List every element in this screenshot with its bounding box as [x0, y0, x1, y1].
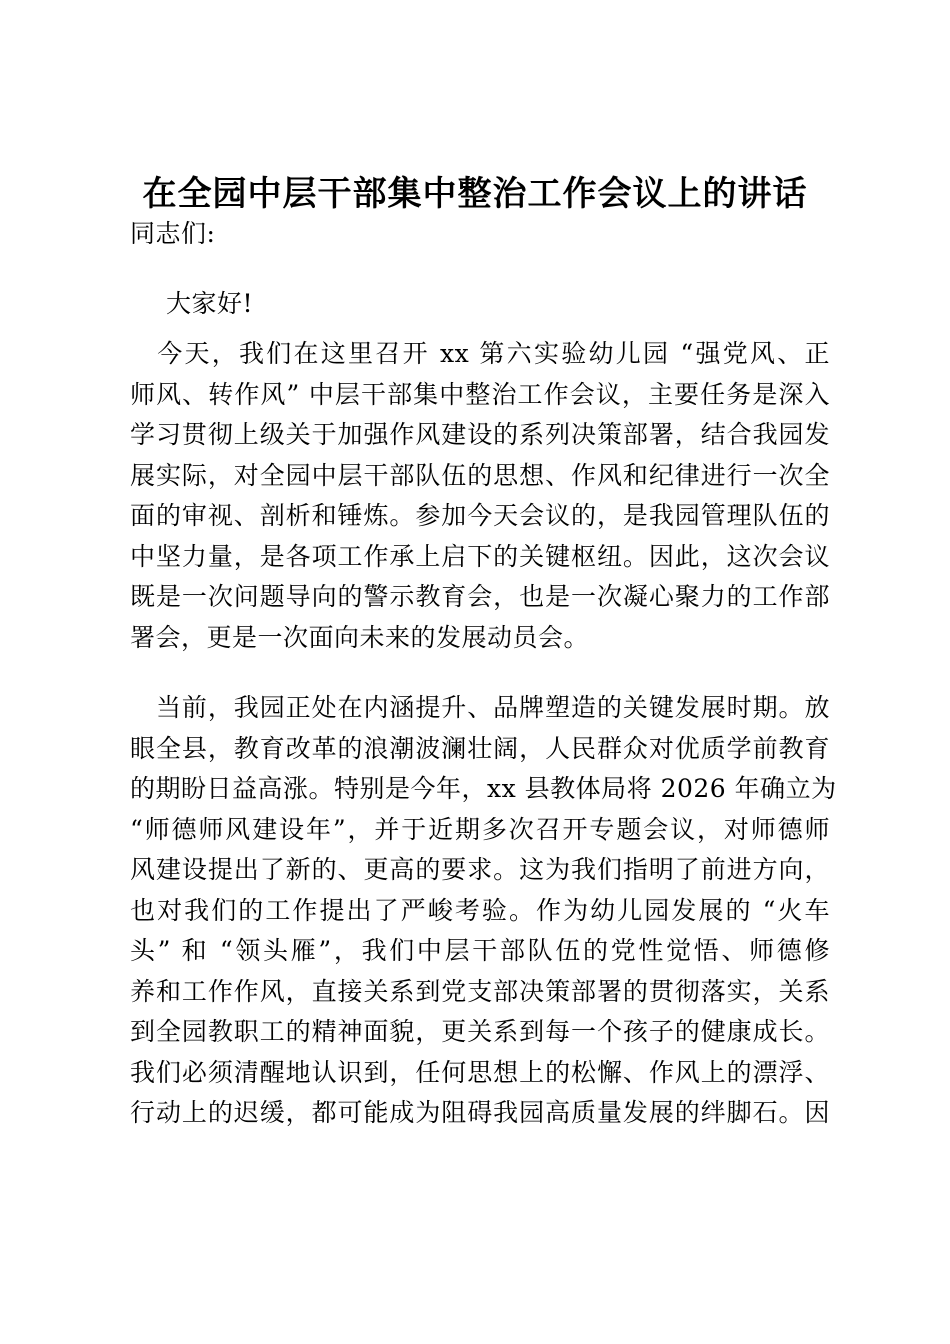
paragraph-line: 学习贯彻上级关于加强作风建设的系列决策部署，结合我园发 — [130, 420, 830, 449]
paragraph-2 — [130, 688, 837, 1134]
paragraph-line: 中坚力量，是各项工作承上启下的关键枢纽。因此，这次会议 — [130, 541, 830, 571]
paragraph-line: 的期盼日益高涨。特别是今年，xx 县教体局将 2026 年确立为 — [130, 774, 837, 803]
salutation: 同志们: — [130, 219, 216, 248]
paragraph-line: 我们必须清醒地认识到，任何思想上的松懈、作风上的漂浮、 — [130, 1057, 830, 1087]
paragraph-line: 行动上的迟缓，都可能成为阻碍我园高质量发展的绊脚石。因 — [130, 1098, 830, 1127]
paragraph-line: 既是一次问题导向的警示教育会，也是一次凝心聚力的工作部 — [130, 582, 830, 611]
paragraph-line: 今天，我们在这里召开 xx 第六实验幼儿园 “强党风、正 — [130, 339, 830, 368]
paragraph-line: 风建设提出了新的、更高的要求。这为我们指明了前进方向， — [130, 855, 830, 884]
paragraph-line: 养和工作作风，直接关系到党支部决策部署的贯彻落实，关系 — [130, 976, 830, 1006]
paragraph-line: 面的审视、剖析和锤炼。参加今天会议的，是我园管理队伍的 — [130, 501, 830, 530]
paragraph-line: 眼全县，教育改革的浪潮波澜壮阔，人民群众对优质学前教育 — [130, 733, 830, 763]
greeting: 大家好! — [166, 289, 254, 318]
paragraph-line: 当前，我园正处在内涵提升、品牌塑造的关键发展时期。放 — [130, 693, 830, 722]
paragraph-line: 展实际，对全园中层干部队伍的思想、作风和纪律进行一次全 — [130, 460, 830, 490]
paragraph-line: “师德师风建设年”，并于近期多次召开专题会议，对师德师 — [130, 814, 830, 844]
paragraph-line: 头” 和 “领头雁”，我们中层干部队伍的党性觉悟、师德修 — [130, 936, 830, 965]
document-title: 在全园中层干部集中整治工作会议上的讲话 — [142, 174, 808, 214]
paragraph-line: 到全园教职工的精神面貌，更关系到每一个孩子的健康成长。 — [130, 1017, 830, 1046]
paragraph-line: 署会，更是一次面向未来的发展动员会。 — [130, 622, 590, 652]
paragraph-1 — [130, 334, 830, 658]
paragraph-line: 师风、转作风” 中层干部集中整治工作会议，主要任务是深入 — [130, 379, 830, 409]
paragraph-line: 也对我们的工作提出了严峻考验。作为幼儿园发展的 “火车 — [130, 895, 830, 925]
